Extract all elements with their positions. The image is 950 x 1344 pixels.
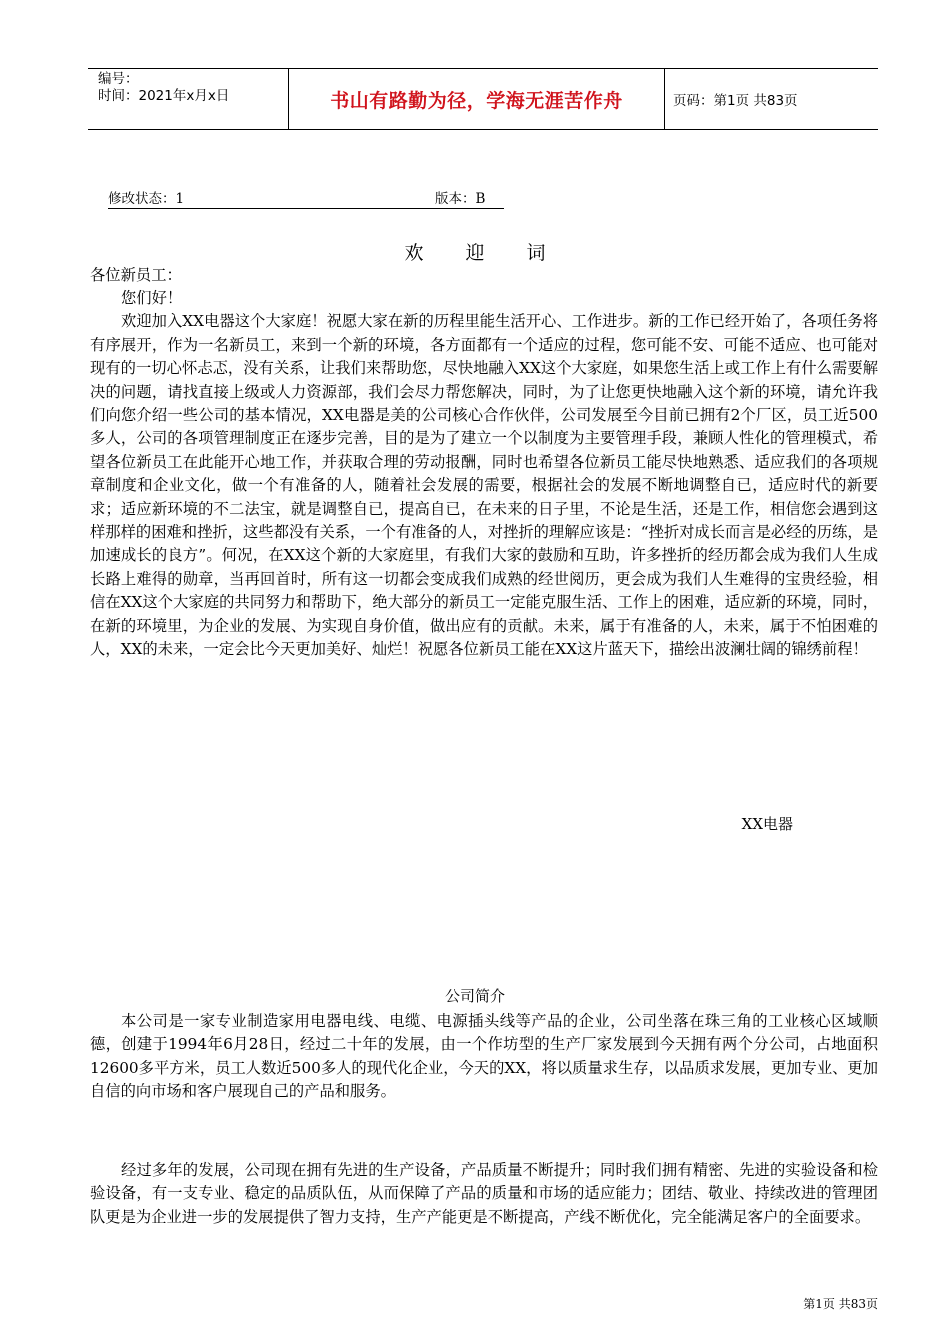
revision-status-line (108, 190, 504, 209)
page-header (88, 68, 878, 130)
welcome-body (90, 287, 878, 662)
version-label: 版本：B (435, 191, 486, 207)
header-page-info: 页码：第1页 共83页 (673, 93, 798, 109)
greeting: 您们好！ (121, 289, 183, 307)
welcome-title: 欢迎词 (404, 242, 588, 264)
signature: XX电器 (741, 815, 793, 833)
page-footer: 第1页 共83页 (803, 1297, 878, 1311)
document-time-label: 时间：2021年x月x日 (98, 88, 230, 104)
company-intro-paragraph-1: 本公司是一家专业制造家用电器电线、电缆、电源插头线等产品的企业，公司坐落在珠三角的工业核心区域顺德，创建于1994年6月28日，经过二十年的发展，由一个作坊型的生产厂家发展到今天拥有两个分公司，占地面积12600多平方米，员工人数近500多人的现代化企业，今天的XX，将以质量求生存，以品质求发展，更加专业、更加自信的向市场和客户展现自己的产品和服务。 (90, 1012, 879, 1101)
revision-status: 修改状态：1 (108, 191, 185, 207)
document-number-label: 编号： (98, 71, 139, 87)
company-intro-paragraph-2: 经过多年的发展，公司现在拥有先进的生产设备，产品质量不断提升；同时我们拥有精密、先进的实验设备和检验设备，有一支专业、稳定的品质队伍，从而保障了产品的质量和市场的适应能力；团结、敬业、持续改进的管理团队更是为企业进一步的发展提供了智力支持，生产产能更是不断提高，产线不断优化，完全能满足客户的全面要求。 (90, 1161, 878, 1226)
header-meta (88, 69, 288, 129)
welcome-paragraph: 欢迎加入XX电器这个大家庭！祝愿大家在新的历程里能生活开心、工作进步。新的工作已经开始了，各项任务将有序展开，作为一名新员工，来到一个新的环境，各方面都有一个适应的过程，您可能不安、可能不适应、也可能对现有的一切心怀忐忑，没有关系，让我们来帮助您，尽快地融入XX这个大家庭，如果您生活上或工作上有什么需要解决的问题，请找直接上级或人力资源部，我们会尽力帮您解决，同时，为了让您更快地融入这个新的环境，请允许我们向您介绍一些公司的基本情况，XX电器是美的公司核心合作伙伴，公司发展至今目前已拥有2个厂区，员工近500多人，公司的各项管理制度正在逐步完善，目的是为了建立一个以制度为主要管理手段，兼顾人性化的管理模式，希望各位新员工在此能开心地工作，并获取合理的劳动报酬，同时也希望各位新员工能尽快地熟悉、适应我们的各项规章制度和企业文化，做一个有准备的人，随着社会发展的需要，根据社会的发展不断地调整自已，适应时代的新要求；适应新环境的不二法宝，就是调整自已，提高自已，在未来的日子里，不论是生活，还是工作，相信您会遇到这样那样的困难和挫折，这些都没有关系，一个有准备的人，对挫折的理解应该是：“挫折对成长而言是必经的历练，是加速成长的良方”。何况，在XX这个新的大家庭里，有我们大家的鼓励和互助，许多挫折的经历都会成为我们人生成长路上难得的勋章，当再回首时，所有这一切都会变成我们成熟的经世阅历，更会成为我们人生难得的宝贵经验，相信在XX这个大家庭的共同努力和帮助下，绝大部分的新员工一定能克服生活、工作上的困难，适应新的环境，同时，在新的环境里，为企业的发展、为实现自身价值，做出应有的贡献。未来，属于有准备的人，未来，属于不怕困难的人，XX的未来，一定会比今天更加美好、灿烂！祝愿各位新员工能在XX这片蓝天下，描绘出波澜壮阔的锦绣前程！ (90, 312, 878, 659)
salutation: 各位新员工： (90, 266, 182, 284)
header-slogan: 书山有路勤为径，学海无涯苦作舟 (288, 69, 665, 129)
company-intro-title: 公司简介 (444, 987, 505, 1005)
